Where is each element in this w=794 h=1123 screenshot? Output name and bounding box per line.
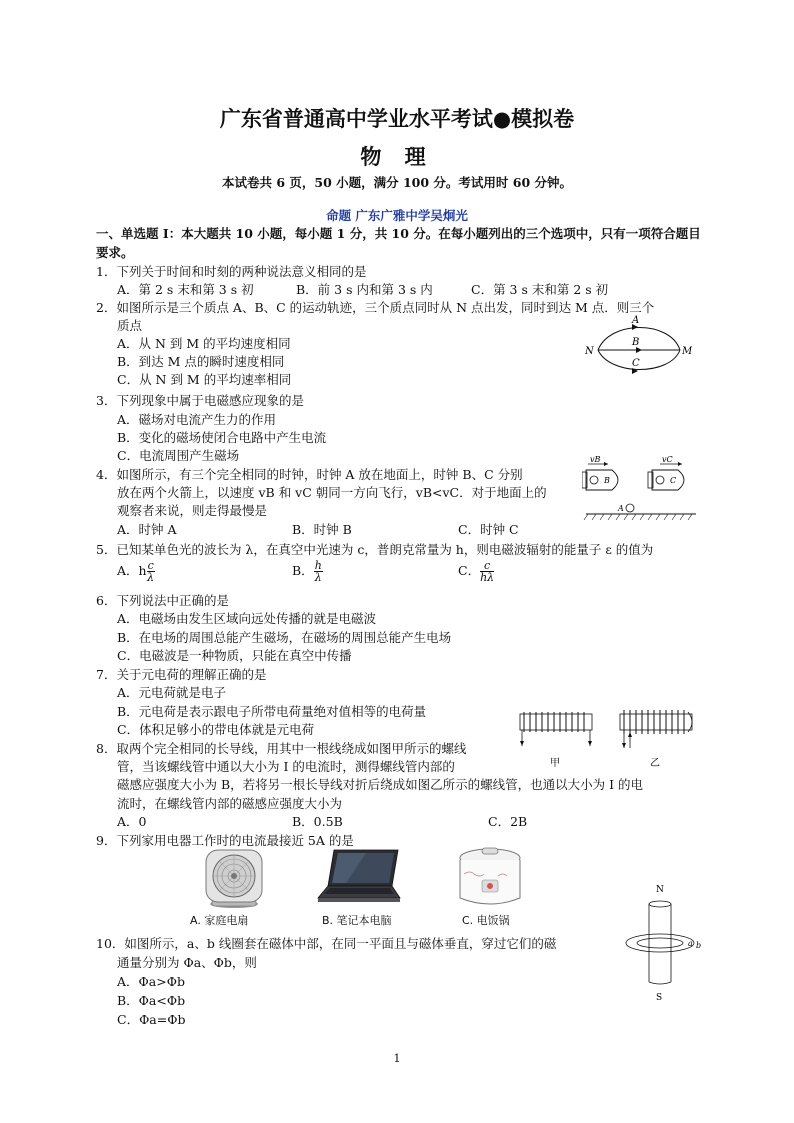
q5-b-fraction (314, 560, 323, 583)
label-jia: 甲 (550, 758, 560, 769)
caption-laptop: B. 笔记本电脑 (322, 914, 392, 927)
rocket-clock-diagram (582, 450, 700, 524)
label-b: B (604, 476, 610, 485)
q1-option-a: A．第 2 s 末和第 3 s 初 (117, 282, 254, 297)
q1-option-b: B．前 3 s 内和第 3 s 内 (296, 282, 433, 297)
q7-option-c: C．体积足够小的带电体就是元电荷 (117, 722, 315, 737)
exam-info: 本试卷共 6 页，50 小题，满分 100 分。考试用时 60 分钟。 (221, 175, 573, 190)
q8-option-c: C．2B (488, 814, 528, 829)
q1-stem: 1．下列关于时间和时刻的两种说法意义相同的是 (96, 264, 367, 279)
q2-stem-cont: 质点 (117, 318, 143, 333)
label-a: A (618, 504, 624, 513)
label-vb: vB (590, 455, 601, 464)
q8-option-a: A．0 (117, 814, 147, 829)
caption-fan: A. 家庭电扇 (190, 914, 249, 927)
label-n: N (585, 346, 594, 357)
q3-option-c: C．电流周围产生磁场 (117, 448, 240, 463)
q5-option-a (117, 560, 155, 583)
magnet-coil-diagram (620, 880, 708, 1008)
label-c: C (670, 476, 677, 485)
q9-stem: 9．下列家用电器工作时的电流最接近 5A 的是 (96, 833, 354, 848)
q10-option-a: A．Φa>Φb (117, 974, 185, 989)
q4-option-b: B．时钟 B (292, 522, 352, 537)
solenoid-diagram (514, 704, 704, 770)
q8-option-b: B．0.5B (292, 814, 343, 829)
rice-cooker-image (452, 846, 528, 910)
laptop-image (316, 848, 402, 908)
section-heading: 一、单选题 I：本大题共 10 小题，每小题 1 分，共 10 分。在每小题列出的三个选项中，只有一项符合题目要求。 (96, 226, 701, 260)
q10-stem: 10．如图所示，a、b 线圈套在磁体中部，在同一平面且与磁体垂直，穿过它们的磁 (96, 936, 557, 951)
q3-option-a: A．磁场对电流产生力的作用 (117, 412, 277, 427)
q5-stem: 5．已知某单色光的波长为 λ，在真空中光速为 c，普朗克常量为 h，则电磁波辐射的能量子 ε 的值为 (96, 542, 654, 557)
q4-option-a: A．时钟 A (117, 522, 177, 537)
q6-option-b: B．在电场的周围总能产生磁场，在磁场的周围总能产生电场 (117, 630, 452, 645)
q5-b-num: h (314, 559, 322, 572)
label-vc: vC (662, 455, 673, 464)
subject-title: 物 理 (360, 145, 434, 169)
label-s: S (656, 993, 663, 1003)
q5-a-den: λ (147, 571, 155, 584)
q5-c-label: C． (458, 563, 481, 578)
q5-c-fraction (480, 560, 494, 583)
q10-option-c: C．Φa=Φb (117, 1012, 186, 1027)
q3-option-b: B．变化的磁场使闭合电路中产生电流 (117, 430, 327, 445)
q1-option-c: C．第 3 s 末和第 2 s 初 (471, 282, 609, 297)
q2-option-c: C．从 N 到 M 的平均速率相同 (117, 372, 292, 387)
q5-a-num: c (147, 559, 154, 572)
page-number: 1 (393, 1052, 401, 1065)
q7-option-a: A．元电荷就是电子 (117, 685, 227, 700)
author-line: 命题 广东广雅中学吴炯光 (326, 208, 468, 223)
q6-stem: 6．下列说法中正确的是 (96, 593, 229, 608)
q7-option-b: B．元电荷是表示跟电子所带电荷量绝对值相等的电荷量 (117, 704, 427, 719)
q8-stem-2: 管，当该螺线管中通以大小为 I 的电流时，测得螺线管内部的 (117, 759, 455, 774)
q5-b-den: λ (314, 571, 322, 584)
q4-option-c: C．时钟 C (458, 522, 519, 537)
exam-title: 广东省普通高中学业水平考试●模拟卷 (219, 107, 575, 131)
q5-b-label: B． (292, 563, 314, 578)
q10-stem-2: 通量分别为 Φa、Φb，则 (117, 955, 257, 970)
q2-stem: 2．如图所示是三个质点 A、B、C 的运动轨迹，三个质点同时从 N 点出发，同时到达 M 点．则三个 (96, 300, 655, 315)
q8-stem-3: 磁感应强度大小为 B，若将另一根长导线对折后绕成如图乙所示的螺线管，也通以大小为 I 的电 (117, 777, 644, 792)
q2-option-b: B．到达 M 点的瞬时速度相同 (117, 354, 285, 369)
q6-option-a: A．电磁场由发生区域向远处传播的就是电磁波 (117, 611, 377, 626)
label-a: A (632, 315, 640, 326)
q4-stem: 4．如图所示，有三个完全相同的时钟，时钟 A 放在地面上，时钟 B、C 分别 (96, 467, 523, 482)
solenoid-jia (520, 712, 592, 746)
q5-a-label: A．h (117, 563, 147, 578)
label-b: B (632, 337, 640, 348)
q5-c-den: hλ (480, 571, 495, 584)
q5-option-c (458, 560, 494, 583)
q3-stem: 3．下列现象中属于电磁感应现象的是 (96, 393, 304, 408)
q4-stem-3: 观察者来说，则走得最慢是 (117, 503, 268, 518)
q7-stem: 7．关于元电荷的理解正确的是 (96, 667, 267, 682)
solenoid-yi (620, 710, 692, 748)
label-m: M (682, 346, 692, 357)
label-yi: 乙 (650, 758, 660, 769)
q6-option-c: C．电磁波是一种物质，只能在真空中传播 (117, 648, 352, 663)
label-b: b (696, 941, 702, 950)
q10-option-b: B．Φa<Φb (117, 993, 186, 1008)
q8-stem: 8．取两个完全相同的长导线，用其中一根线绕成如图甲所示的螺线 (96, 741, 467, 756)
q8-stem-4: 流时，在螺线管内部的磁感应强度大小为 (117, 796, 343, 811)
q5-option-b (292, 560, 323, 583)
caption-rice-cooker: C. 电饭锅 (462, 914, 510, 927)
q5-a-fraction (147, 560, 155, 583)
label-c: C (632, 358, 640, 369)
q4-stem-2: 放在两个火箭上，以速度 vB 和 vC 朝同一方向飞行，vB<vC．对于地面上的 (117, 485, 547, 500)
label-n: N (656, 885, 664, 895)
q5-c-num: c (480, 560, 494, 572)
trajectory-diagram (580, 314, 692, 374)
label-a: a (688, 939, 693, 948)
fan-image (196, 846, 272, 910)
q2-option-a: A．从 N 到 M 的平均速度相同 (117, 336, 291, 351)
